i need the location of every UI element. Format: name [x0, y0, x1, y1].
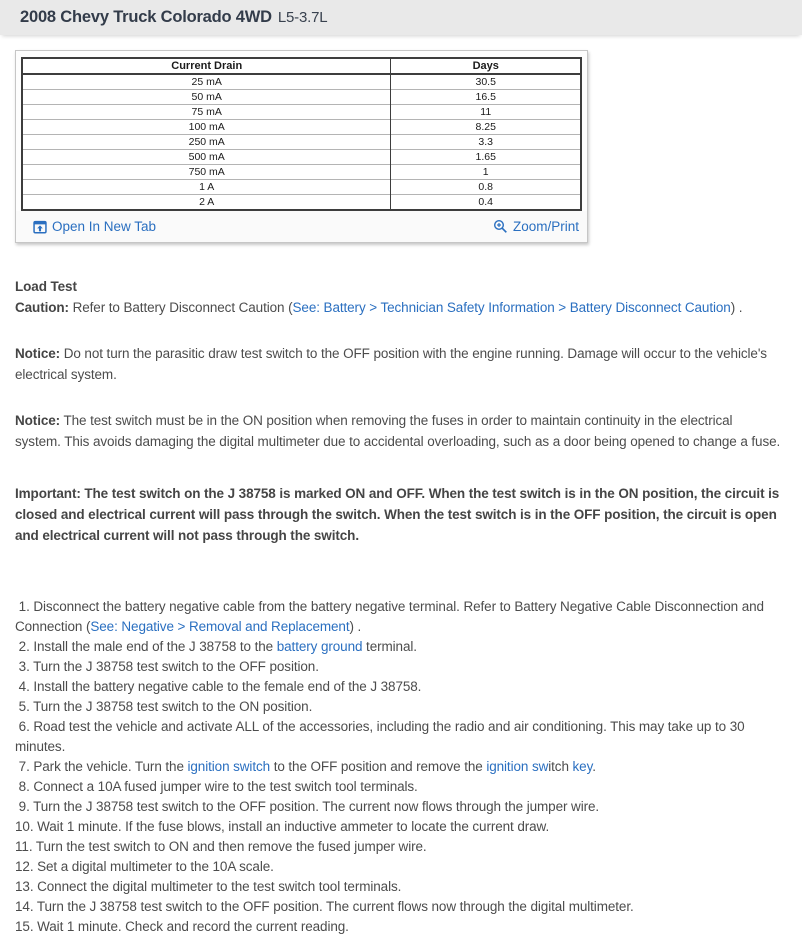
text-run: itch	[548, 759, 573, 774]
table-cell: 3.3	[391, 135, 581, 150]
text-run: 10. Wait 1 minute. If the fuse blows, install an inductive ammeter to locate the current draw.	[15, 819, 550, 834]
text-run: 11. Turn the test switch to ON and then remove the fused jumper wire.	[15, 839, 427, 854]
zoom-print-label: Zoom/Print	[512, 219, 579, 234]
table-cell: 100 mA	[22, 120, 391, 135]
inline-link[interactable]: battery ground	[276, 639, 363, 654]
table-cell: 25 mA	[22, 74, 391, 90]
step-item	[15, 877, 781, 897]
table-row	[22, 90, 581, 105]
step-item	[15, 697, 781, 717]
text-run: 4. Install the battery negative cable to the female end of the J 38758.	[15, 679, 422, 694]
table-header-row	[22, 58, 581, 74]
widget-footer	[16, 211, 587, 242]
text-run: 8. Connect a 10A fused jumper wire to the test switch tool terminals.	[15, 779, 418, 794]
text-run: ) .	[730, 300, 743, 315]
table-cell: 500 mA	[22, 150, 391, 165]
table-cell: 30.5	[391, 74, 581, 90]
table-row	[22, 105, 581, 120]
table-cell: 250 mA	[22, 135, 391, 150]
inline-link[interactable]: key	[572, 759, 593, 774]
open-in-new-tab-icon	[33, 220, 47, 234]
table-cell: 2 A	[22, 195, 391, 211]
table-column-header: Days	[391, 58, 581, 74]
table-row	[22, 120, 581, 135]
table-row	[22, 165, 581, 180]
table-cell: 0.4	[391, 195, 581, 211]
table-head	[22, 58, 581, 74]
step-item	[15, 897, 781, 917]
text-run: 2. Install the male end of the J 38758 to the	[15, 639, 277, 654]
text-run: The test switch must be in the ON position when removing the fuses in order to maintain continuity in the electrical system. This avoids damaging the digital multimeter due to accidental overloading, such as a door being opened to change a fuse.	[15, 413, 781, 449]
text-run: Refer to Battery Disconnect Caution (	[68, 300, 293, 315]
table-cell: 11	[391, 105, 581, 120]
table-cell: 16.5	[391, 90, 581, 105]
text-run: 12. Set a digital multimeter to the 10A scale.	[15, 859, 274, 874]
open-in-new-tab-link[interactable]	[33, 219, 156, 234]
table-container	[16, 51, 587, 211]
table-widget	[15, 50, 588, 243]
text-run: 5. Turn the J 38758 test switch to the ON position.	[15, 699, 313, 714]
table-cell: 0.8	[391, 180, 581, 195]
notice-paragraph	[15, 410, 781, 452]
procedure-steps-list	[15, 597, 781, 937]
notice-paragraph	[15, 343, 781, 385]
engine-label: L5-3.7L	[277, 9, 328, 26]
table-row	[22, 150, 581, 165]
bold-text-run: Important: The test switch on the J 38758 is marked ON and OFF. When the test switch is in the ON position, the circuit is closed and electrical current will pass through the switch. When the test switch is in the OFF position, the circuit is open and electrical current will not pass through the switch.	[15, 486, 780, 543]
inline-link[interactable]: See: Negative > Removal and Replacement	[90, 619, 350, 634]
table-row	[22, 195, 581, 211]
table-cell: 750 mA	[22, 165, 391, 180]
step-item	[15, 917, 781, 937]
bold-text-run: Notice:	[15, 346, 61, 361]
table-cell: 1 A	[22, 180, 391, 195]
magnifier-plus-icon	[493, 219, 508, 234]
text-run: 9. Turn the J 38758 test switch to the OFF position. The current now flows through the jumper wire.	[15, 799, 600, 814]
text-run: 3. Turn the J 38758 test switch to the OFF position.	[15, 659, 319, 674]
table-cell: 1.65	[391, 150, 581, 165]
text-run: .	[592, 759, 596, 774]
text-run: 13. Connect the digital multimeter to the test switch tool terminals.	[15, 879, 402, 894]
table-column-header: Current Drain	[22, 58, 391, 74]
page-header-bar	[0, 0, 802, 35]
step-item	[15, 757, 781, 777]
text-run: 15. Wait 1 minute. Check and record the current reading.	[15, 919, 349, 934]
step-item	[15, 817, 781, 837]
inline-link[interactable]: See: Battery > Technician Safety Information > Battery Disconnect Caution	[292, 300, 731, 315]
page-title: 2008 Chevy Truck Colorado 4WD	[20, 8, 272, 26]
text-run: terminal.	[362, 639, 417, 654]
section-heading: Load Test	[15, 279, 77, 294]
step-item	[15, 637, 781, 657]
step-item	[15, 677, 781, 697]
caution-paragraph	[15, 297, 781, 318]
bold-text-run: Caution:	[15, 300, 69, 315]
text-run: 14. Turn the J 38758 test switch to the OFF position. The current flows now through the digital multimeter.	[15, 899, 634, 914]
table-body	[22, 74, 581, 210]
table-cell: 8.25	[391, 120, 581, 135]
text-run: 7. Park the vehicle. Turn the	[15, 759, 188, 774]
text-run: 1. Disconnect the battery negative cable from the battery negative terminal. Refer to Battery Negative Cable Disconnection and Connection (	[15, 599, 768, 634]
table-cell: 50 mA	[22, 90, 391, 105]
step-item	[15, 717, 781, 757]
text-run: ) .	[349, 619, 362, 634]
current-drain-table	[21, 57, 582, 211]
inline-link[interactable]: ignition switch	[187, 759, 271, 774]
zoom-print-link[interactable]	[493, 219, 579, 234]
table-row	[22, 74, 581, 90]
table-row	[22, 180, 581, 195]
text-run: to the OFF position and remove the	[270, 759, 487, 774]
table-row	[22, 135, 581, 150]
document-content	[0, 276, 794, 937]
table-cell: 75 mA	[22, 105, 391, 120]
table-cell: 1	[391, 165, 581, 180]
step-item	[15, 857, 781, 877]
important-paragraph	[15, 483, 781, 546]
inline-link[interactable]: ignition sw	[486, 759, 549, 774]
open-in-new-tab-label: Open In New Tab	[52, 219, 157, 234]
step-item	[15, 597, 781, 637]
text-run: 6. Road test the vehicle and activate ALL of the accessories, including the radio and air conditioning. This may take up to 30 minutes.	[15, 719, 749, 754]
step-item	[15, 797, 781, 817]
step-item	[15, 837, 781, 857]
step-item	[15, 657, 781, 677]
bold-text-run: Notice:	[15, 413, 61, 428]
step-item	[15, 777, 781, 797]
text-run: Do not turn the parasitic draw test switch to the OFF position with the engine running. Damage will occur to the vehicle's electrical system.	[15, 346, 767, 382]
